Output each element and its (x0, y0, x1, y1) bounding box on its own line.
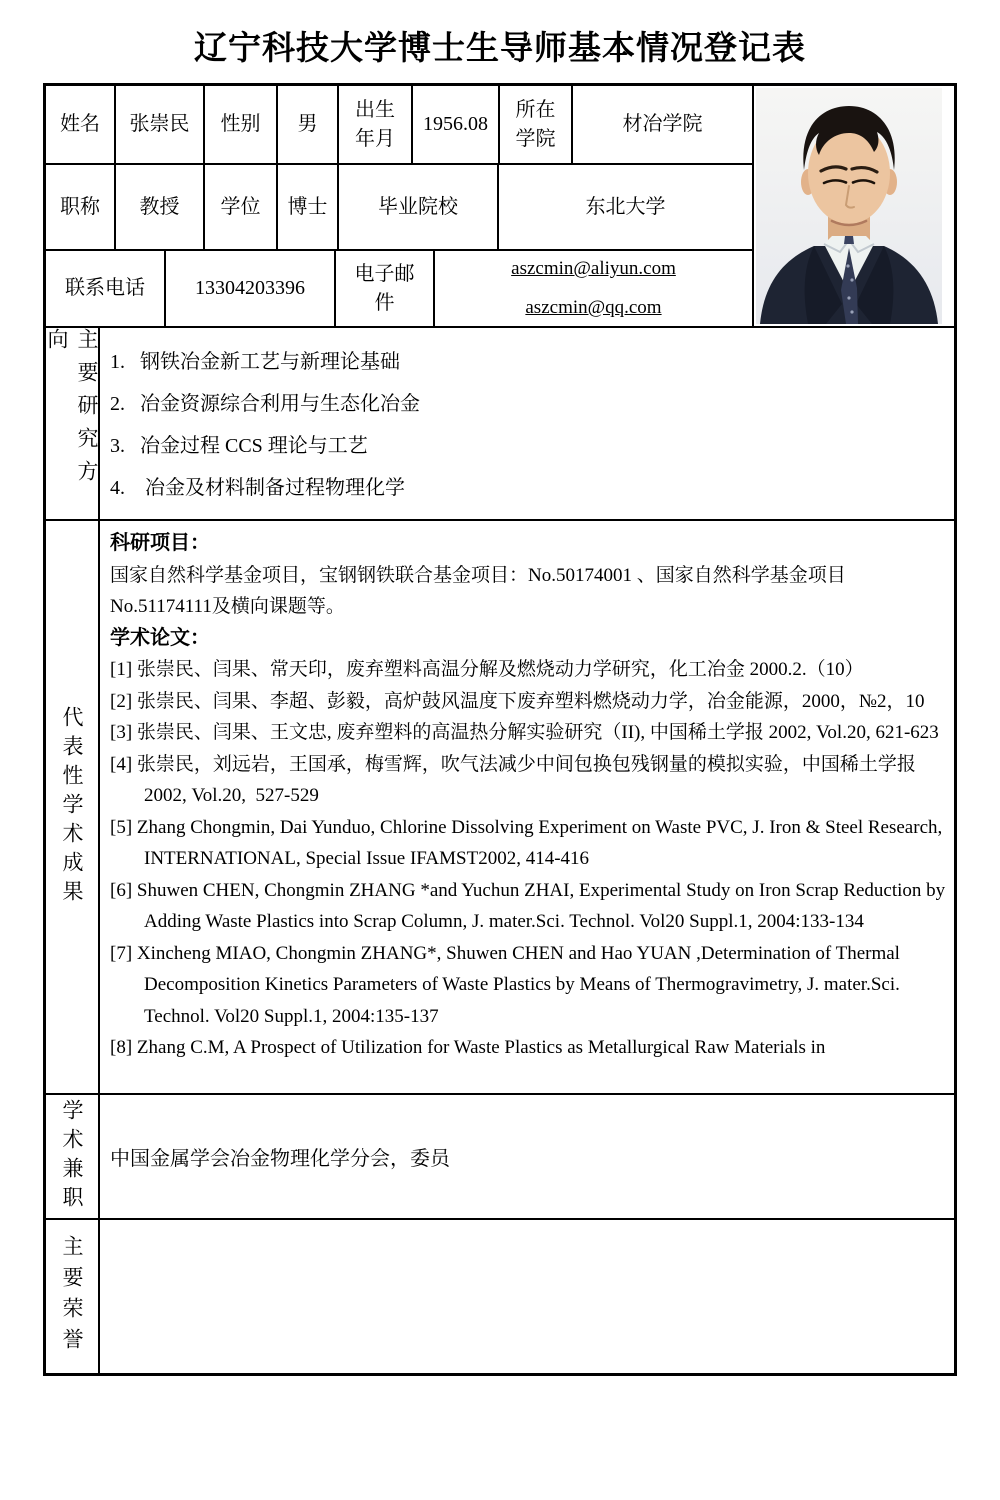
basic-info-grid (46, 86, 752, 326)
section-label-text: 主要荣誉 (60, 1234, 84, 1359)
research-directions-content (100, 328, 954, 519)
section-label-text: 学术兼职 (60, 1098, 84, 1215)
email-link-qq[interactable]: aszcmin@qq.com (525, 297, 662, 318)
table-row (46, 86, 752, 165)
section-research-directions (46, 328, 954, 521)
research-item: 4. 冶金及材料制备过程物理化学 (110, 477, 405, 499)
school-value: 东北大学 (585, 195, 666, 218)
email-link-aliyun[interactable]: aszcmin@aliyun.com (511, 258, 676, 280)
paper-item: [8] Zhang C.M, A Prospect of Utilization for Waste Plastics as Metallurgical Raw Materials in (110, 1037, 826, 1058)
main-honors-content (100, 1220, 954, 1373)
paper-item: [6] Shuwen CHEN, Chongmin ZHANG *and Yuchun ZHAI, Experimental Study on Iron Scrap Reduction by Adding Waste Plastics into Scrap Column, J. mater.Sci. Technol. Vol20 Suppl.1, 2004:133-134 (110, 879, 949, 932)
research-item: 1. 钢铁冶金新工艺与新理论基础 (110, 351, 400, 373)
table-row (46, 251, 752, 326)
table-row (46, 165, 752, 251)
birth-value: 1956.08 (413, 86, 500, 163)
section-label-academic-positions (46, 1095, 100, 1218)
section-label-text: 主要研究方向 (45, 328, 99, 493)
phone-value: 13304203396 (166, 251, 336, 326)
school-label: 毕业院校 (339, 165, 499, 249)
paper-item: [3] 张崇民、闫果、王文忠, 废弃塑料的高温热分解实验研究（II), 中国稀土学报 2002, Vol.20, 621-623 (110, 722, 939, 743)
birth-label: 出生年月 (339, 86, 413, 163)
paper-item: [5] Zhang Chongmin, Dai Yunduo, Chlorine Dissolving Experiment on Waste PVC, J. Iron & Steel Research, INTERNATIONAL, Special Issue IFAMST2002, 414-416 (110, 816, 948, 869)
section-achievements (46, 521, 954, 1095)
prof-title-value: 教授 (116, 165, 205, 249)
email-label: 电子邮件 (336, 251, 435, 326)
papers-heading: 学术论文： (110, 626, 210, 649)
name-value: 张崇民 (116, 86, 205, 163)
gender-value: 男 (278, 86, 339, 163)
phone-label: 联系电话 (46, 251, 166, 326)
academic-positions-text: 中国金属学会冶金物理化学分会，委员 (110, 1148, 450, 1170)
photo-cell (752, 86, 954, 326)
basic-info-block (46, 86, 954, 328)
degree-label: 学位 (205, 165, 278, 249)
achievements-content (100, 521, 954, 1093)
college-label: 所在学院 (500, 86, 573, 163)
projects-text: 国家自然科学基金项目，宝钢钢铁联合基金项目：No.50174001 、国家自然科学基金项目 No.51174111及横向课题等。 (110, 564, 851, 617)
research-item: 2. 冶金资源综合利用与生态化冶金 (110, 393, 420, 415)
paper-item: [7] Xincheng MIAO, Chongmin ZHANG*, Shuwen CHEN and Hao YUAN ,Determination of Thermal Decomposition Kinetics Parameters of Waste Plastics by Means of Thermogravimetry, J. mater.Sci. Technol. Vol20 Suppl.1, 2004:135-137 (110, 942, 905, 1027)
email-cell (435, 251, 752, 326)
section-label-main-honors (46, 1220, 100, 1373)
email-list (511, 255, 676, 321)
page-title: 辽宁科技大学博士生导师基本情况登记表 (194, 31, 806, 67)
portrait-photo (756, 88, 942, 324)
college-value: 材冶学院 (622, 113, 703, 135)
section-academic-positions (46, 1095, 954, 1220)
section-label-research-directions (46, 328, 100, 519)
registration-form-table (43, 83, 957, 1376)
gender-label: 性别 (205, 86, 278, 163)
prof-title-label: 职称 (46, 165, 116, 249)
section-label-text: 代表性学术成果 (60, 705, 84, 909)
research-item: 3. 冶金过程 CCS 理论与工艺 (110, 435, 368, 457)
paper-item: [4] 张崇民，刘远岩，王国承，梅雪辉，吹气法减少中间包换包残钢量的模拟实验，中国稀土学报 2002, Vol.20, 527-529 (110, 753, 921, 806)
section-label-achievements (46, 521, 100, 1093)
paper-item: [1] 张崇民、闫果、常天印，废弃塑料高温分解及燃烧动力学研究，化工冶金 2000.2.（10） (110, 659, 864, 680)
projects-heading: 科研项目： (110, 532, 210, 554)
paper-item: [2] 张崇民、闫果、李超、彭毅，高炉鼓风温度下废弃塑料燃烧动力学，冶金能源，2000，№2，10 (110, 690, 925, 712)
name-label: 姓名 (46, 86, 116, 163)
degree-value: 博士 (278, 165, 339, 249)
section-main-honors (46, 1220, 954, 1373)
